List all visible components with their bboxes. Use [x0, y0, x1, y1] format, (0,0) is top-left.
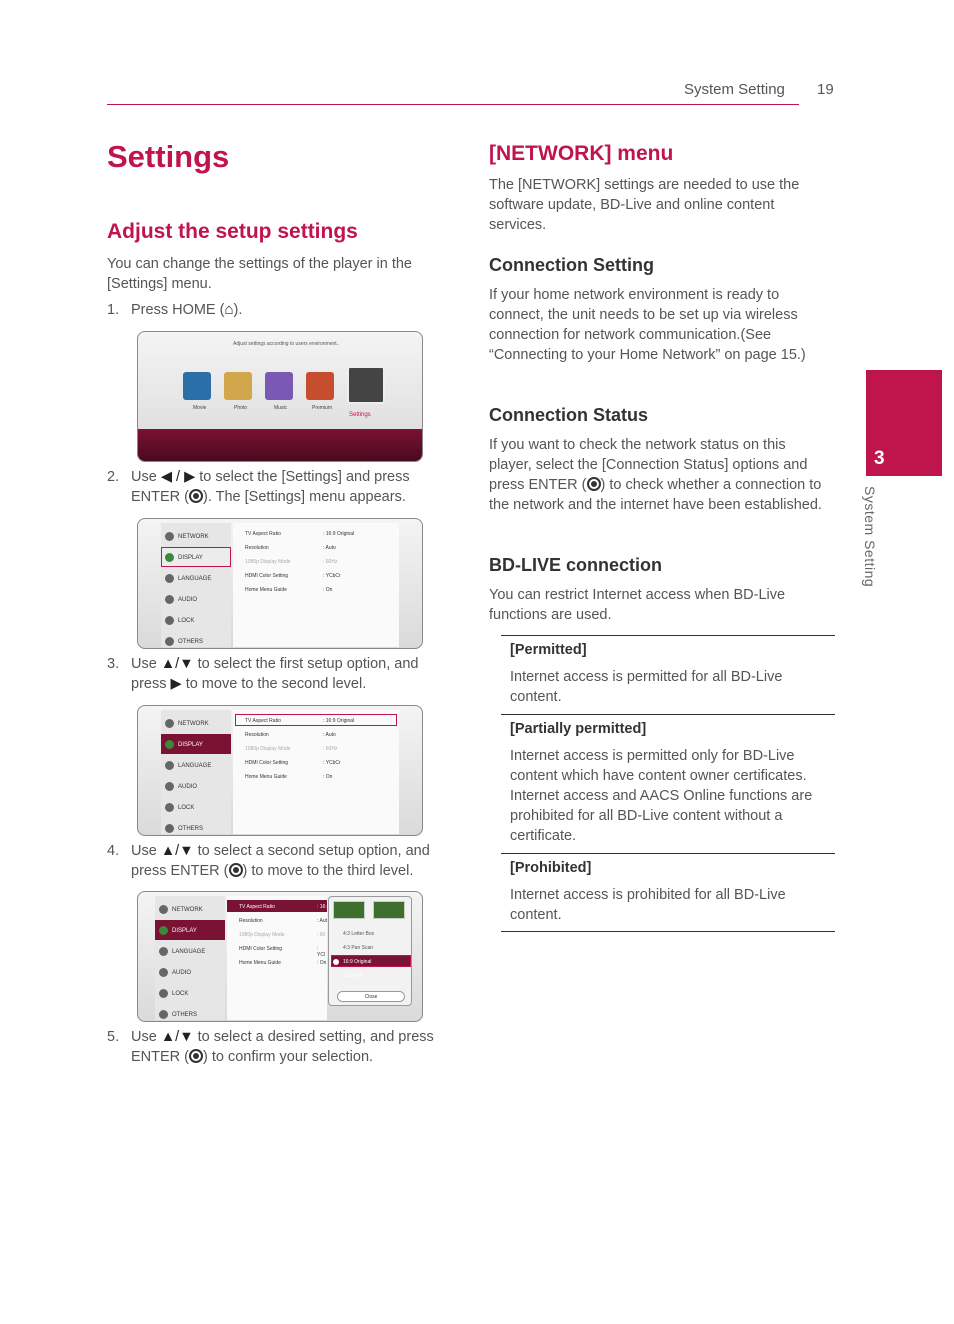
settings-screen-1 — [137, 518, 423, 649]
option-value: : YCbCr — [323, 573, 341, 579]
table-rule — [501, 714, 835, 715]
table-rule — [501, 931, 835, 932]
home-hint: Adjust settings according to users environment.. — [233, 341, 340, 347]
option-label[interactable]: HDMI Color Setting — [239, 946, 283, 952]
settings-icon[interactable] — [347, 366, 385, 404]
option-label[interactable]: TV Aspect Ratio — [245, 718, 281, 724]
premium-icon[interactable] — [306, 372, 334, 400]
home-icons — [183, 372, 385, 404]
home-label-music: Music — [274, 405, 288, 411]
network-heading: [NETWORK] menu — [489, 142, 674, 165]
option-partial-name: [Partially permitted] — [510, 721, 647, 737]
connection-setting-text: If your home network environment is ready to connect, the unit needs to be set up via wireless connection for network communication.(See “Connecting to your Home Network” on page 15.) — [489, 287, 806, 363]
category-language[interactable]: LANGUAGE — [165, 574, 211, 583]
connection-status-heading: Connection Status — [489, 405, 649, 425]
table-rule — [501, 853, 835, 854]
option-label: 1080p Display Mode — [245, 559, 291, 565]
option-list — [227, 896, 327, 1020]
category-audio[interactable]: AUDIO — [165, 782, 197, 791]
bdlive-heading: BD-LIVE connection — [489, 555, 663, 575]
category-lock[interactable]: LOCK — [165, 803, 194, 812]
step-4: 4. Use ▲/▼ to select a second setup option, and press ENTER ( ) to move to the third level. — [107, 843, 430, 879]
movie-icon[interactable] — [183, 372, 211, 400]
enter-icon — [189, 1049, 203, 1063]
option-prohibited-desc: Internet access is prohibited for all BD-Live content. — [510, 887, 786, 923]
home-label-movie: Movie — [193, 405, 207, 411]
home-label-settings: Settings — [349, 412, 371, 418]
category-display[interactable]: DISPLAY — [165, 740, 203, 749]
popup-option[interactable]: 4:3 Letter Box — [343, 931, 375, 937]
category-audio[interactable]: AUDIO — [165, 595, 197, 604]
category-network[interactable]: NETWORK — [165, 719, 209, 728]
header-rule — [107, 104, 799, 105]
category-language[interactable]: LANGUAGE — [165, 761, 211, 770]
connection-setting-heading: Connection Setting — [489, 255, 654, 275]
category-list — [155, 896, 225, 1020]
option-list — [233, 523, 399, 647]
option-label: 1080p Display Mode — [239, 932, 285, 938]
popup-option[interactable]: 16:9 Original — [343, 959, 372, 965]
settings-screen-3 — [137, 891, 423, 1022]
home-label-photo: Photo — [234, 405, 248, 411]
option-value: : 16: — [317, 904, 327, 910]
close-button[interactable]: Close — [337, 991, 405, 1002]
option-label[interactable]: Home Menu Guide — [245, 774, 287, 780]
category-others[interactable]: OTHERS — [165, 637, 203, 646]
popup-option[interactable]: 16:9 Full — [343, 973, 363, 979]
option-label[interactable]: Home Menu Guide — [245, 587, 287, 593]
option-partial-desc: Internet access is permitted only for BD-Live content which have content owner certificates. Internet access and AACS Online functions are prohibited for all BD-Live content without a certificate. — [510, 748, 813, 844]
home-label-premium: Premium — [312, 405, 333, 411]
bdlive-text: You can restrict Internet access when BD-Live functions are used. — [489, 587, 786, 623]
photo-icon[interactable] — [224, 372, 252, 400]
adjust-heading: Adjust the setup settings — [107, 220, 358, 243]
option-value: : Aut — [317, 918, 328, 924]
enter-icon — [229, 863, 243, 877]
preview-thumbnail — [333, 901, 365, 919]
category-audio[interactable]: AUDIO — [159, 968, 191, 977]
option-prohibited-name: [Prohibited] — [510, 860, 592, 876]
home-icon: ⌂ — [224, 301, 234, 318]
aspect-ratio-popup — [328, 896, 412, 1006]
up-down-arrow-icon: ▲/▼ — [160, 843, 194, 859]
category-lock[interactable]: LOCK — [159, 989, 188, 998]
table-rule — [501, 635, 835, 636]
option-label[interactable]: HDMI Color Setting — [245, 573, 289, 579]
connection-status-text: If you want to check the network status on this player, select the [Connection Status] options and press ENTER ( ) to check whether a connection to the network and the internet have been established. — [489, 437, 822, 513]
category-display[interactable]: DISPLAY — [159, 926, 197, 935]
option-permitted-name: [Permitted] — [510, 642, 587, 658]
right-arrow-icon: ▶ — [170, 676, 182, 692]
category-language[interactable]: LANGUAGE — [159, 947, 205, 956]
home-bottom-bar — [138, 429, 422, 461]
chapter-number: 3 — [874, 448, 885, 469]
option-value: : On — [317, 960, 327, 966]
option-list — [233, 710, 399, 834]
option-label[interactable]: Home Menu Guide — [239, 960, 281, 966]
option-label[interactable]: Resolution — [245, 545, 269, 551]
option-value: : On — [323, 587, 333, 593]
step-3: 3. Use ▲/▼ to select the first setup option, and press ▶ to move to the second level. — [107, 656, 419, 692]
category-lock[interactable]: LOCK — [165, 616, 194, 625]
option-value: : On — [323, 774, 333, 780]
enter-icon — [189, 489, 203, 503]
option-value: : 60 — [317, 932, 326, 938]
option-value: : 60Hz — [323, 746, 338, 752]
category-others[interactable]: OTHERS — [165, 824, 203, 833]
preview-thumbnail — [373, 901, 405, 919]
category-network[interactable]: NETWORK — [165, 532, 209, 541]
popup-option[interactable]: 4:3 Pan Scan — [343, 945, 374, 951]
chapter-tab — [866, 370, 942, 476]
option-label[interactable]: TV Aspect Ratio — [245, 531, 281, 537]
running-header-title: System Setting — [684, 81, 785, 98]
category-others[interactable]: OTHERS — [159, 1010, 197, 1019]
option-label[interactable]: Resolution — [239, 918, 263, 924]
step-2: 2. Use ◀ / ▶ to select the [Settings] and press ENTER ( ). The [Settings] menu appears. — [107, 469, 410, 505]
option-value: : 60Hz — [323, 559, 338, 565]
option-value: : YCl — [317, 946, 326, 958]
chapter-label: System Setting — [862, 486, 878, 588]
option-label: 1080p Display Mode — [245, 746, 291, 752]
page-number: 19 — [817, 81, 834, 98]
category-list — [161, 710, 231, 834]
category-network[interactable]: NETWORK — [159, 905, 203, 914]
up-down-arrow-icon: ▲/▼ — [160, 656, 194, 672]
page-title: Settings — [107, 139, 230, 174]
home-screen — [137, 331, 423, 462]
settings-screen-2 — [137, 705, 423, 836]
category-display[interactable]: DISPLAY — [165, 553, 203, 562]
option-value: : YCbCr — [323, 760, 341, 766]
network-intro: The [NETWORK] settings are needed to use the software update, BD-Live and online content services. — [489, 177, 800, 233]
option-value: : Auto — [323, 732, 336, 738]
up-down-arrow-icon: ▲/▼ — [160, 1029, 194, 1045]
option-permitted-desc: Internet access is permitted for all BD-Live content. — [510, 669, 783, 705]
option-label[interactable]: HDMI Color Setting — [245, 760, 289, 766]
option-label[interactable]: Resolution — [245, 732, 269, 738]
option-value: : 16:9 Original — [323, 531, 355, 537]
adjust-intro: You can change the settings of the player in the [Settings] menu. — [107, 256, 412, 292]
option-value: : Auto — [323, 545, 336, 551]
step-5: 5. Use ▲/▼ to select a desired setting, and press ENTER ( ) to confirm your selection. — [107, 1029, 434, 1065]
option-value: : 16:9 Original — [323, 718, 355, 724]
category-list — [161, 523, 231, 647]
step-1: 1. Press HOME (⌂). — [107, 301, 243, 318]
radio-selected-icon — [333, 959, 339, 965]
enter-icon — [587, 477, 601, 491]
music-icon[interactable] — [265, 372, 293, 400]
option-label[interactable]: TV Aspect Ratio — [239, 904, 275, 910]
left-right-arrow-icon: ◀ / ▶ — [160, 469, 196, 485]
